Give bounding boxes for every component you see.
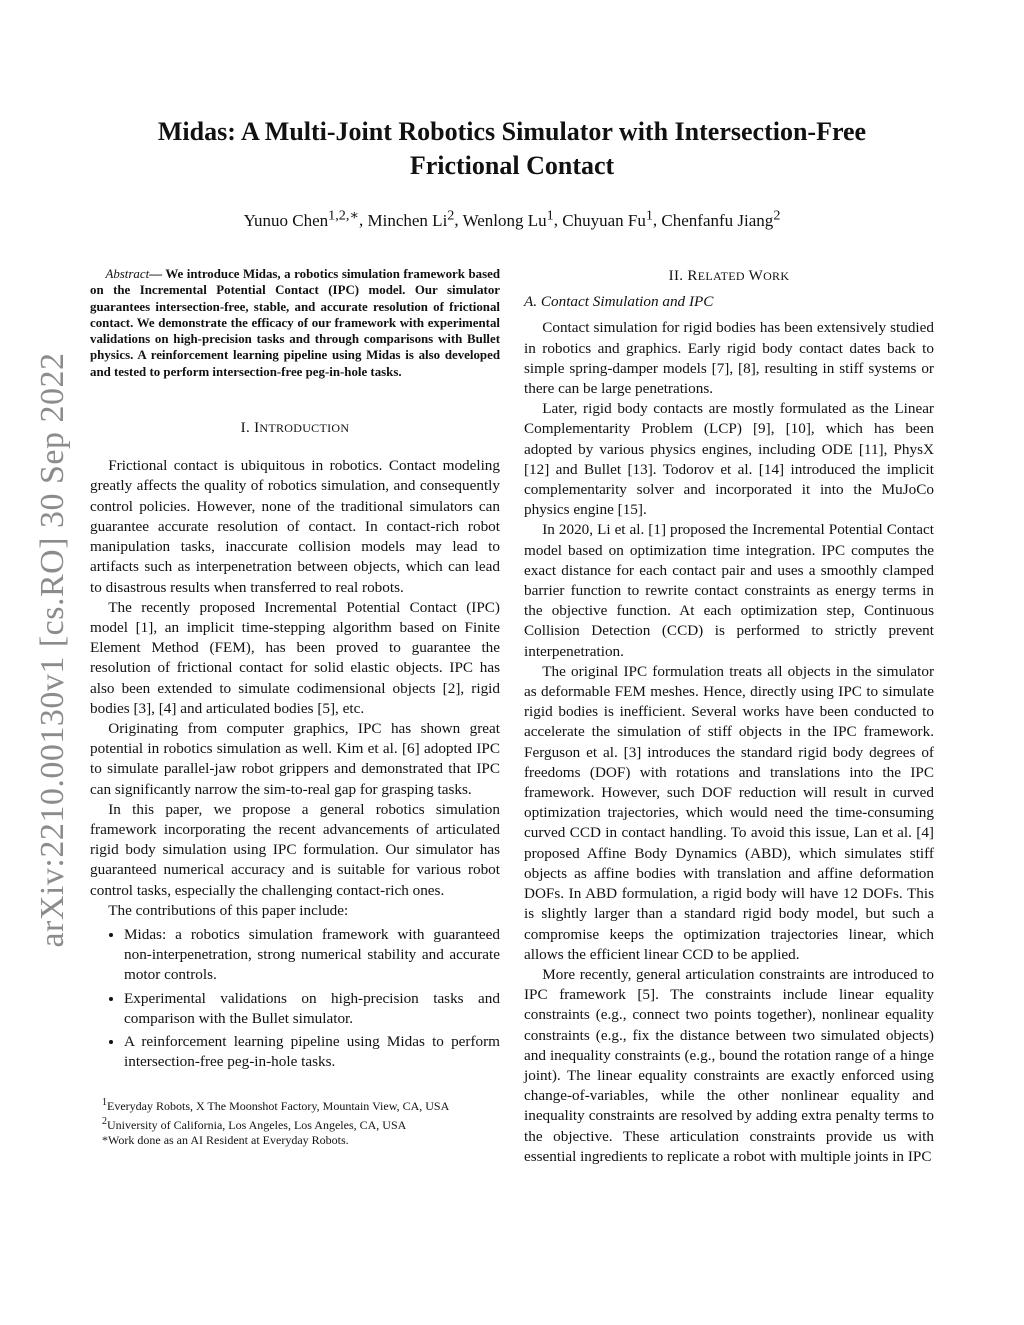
list-item: • Experimental validations on high-precision tasks and comparison with the Bullet simulator. xyxy=(124,989,500,1029)
related-work-paragraph: The original IPC formulation treats all objects in the simulator as deformable FEM meshes. Hence, directly using IPC to simulate rigid bodies is inefficient. Several works have been conducted to accelerate the simulation of stiff objects in the IPC framework. Ferguson et al. [3] introduces the standard rigid body degrees of freedoms (DOF) with rotations and translations into the IPC framework. However, such DOF reduction will result in curved optimization trajectories, which would need the time-consuming curved CCD in contact handling. To avoid this issue, Lan et al. [4] proposed Affine Body Dynamics (ABD), which simulates stiff objects as affine bodies with translation and affine deformation DOFs. In ABD formulation, a rigid body will have 12 DOFs. This is slightly larger than a standard rigid body model, but such a compromise keeps the optimization trajectories linear, which allows the efficient linear CCD to be applied. xyxy=(524,662,934,963)
author-list: Yunuo Chen$^{1,2,∗}$, Minchen Li$^2$, Wenlong Lu$^1$, Chuyuan Fu$^1$, Chenfanfu Jiang$^2$ xyxy=(243,207,781,230)
left-column xyxy=(90,266,500,1148)
list-item: • Midas: a robotics simulation framework with guaranteed non-interpenetration, strong numerical stability and accurate motor controls. xyxy=(124,925,500,986)
intro-paragraph: The contributions of this paper include: xyxy=(108,901,349,919)
arxiv-identifier-text: arXiv:2210.00130v1 [cs.RO] 30 Sep 2022 xyxy=(34,352,71,948)
abstract: Abstract— We introduce Midas, a robotics simulation framework based on the Incremental Potential Contact (IPC) model. Our simulator guarantees intersection-free, stable, and accurate resolution of frictional contact. We demonstrate the efficacy of our framework with experimental validations on high-precision tasks and through comparisons with Bullet physics. A reinforcement learning pipeline using Midas is also developed and tested to perform intersection-free peg-in-hole tasks. xyxy=(90,267,500,379)
abstract-text: We introduce Midas, a robotics simulation framework based on the Incremental Potential Contact (IPC) model. Our simulator guarantees intersection-free, stable, and accurate resolution of frictional contact. We demonstrate the efficacy of our framework with experimental validations on high-precision tasks and through comparisons with Bullet physics. A reinforcement learning pipeline using Midas is also developed and tested to perform intersection-free peg-in-hole tasks. xyxy=(90,267,500,379)
section-heading-related-work: II. RELATED WORK xyxy=(668,268,790,284)
intro-paragraph: Frictional contact is ubiquitous in robotics. Contact modeling greatly affects the quality of robotics simulation, and consequently control policies. However, none of the traditional simulators can guarantee accurate resolution of contact. In contact-rich robot manipulation tasks, inaccurate collision models may lead to artifacts such as interpenetration between objects, which can lead to disastrous results when transferred to real robots. xyxy=(90,457,500,596)
intro-paragraph: In this paper, we propose a general robotics simulation framework incorporating the recent advancements of articulated rigid body simulation using IPC formulation. Our simulator has guaranteed numerical accuracy and is suitable for various robot control tasks, especially the challenging contact-rich ones. xyxy=(90,800,500,899)
contributions-list xyxy=(90,925,500,1072)
list-item: • A reinforcement learning pipeline using Midas to perform intersection-free peg-in-hole tasks. xyxy=(124,1032,500,1072)
title-line-1: Midas: A Multi-Joint Robotics Simulator with Intersection-Free xyxy=(157,117,867,146)
author: Minchen Li$^2$ xyxy=(367,207,455,230)
author: Wenlong Lu$^1$ xyxy=(462,207,554,230)
related-work-paragraph: In 2020, Li et al. [1] proposed the Incremental Potential Contact model based on optimization time integration. IPC computes the exact distance for each contact pair and uses a smoothly clamped barrier function to rewrite contact constraints as energy terms in the objective function. At each optimization step, Continuous Collision Detection (CCD) is performed to strictly prevent interpenetration. xyxy=(524,521,934,660)
right-column xyxy=(524,266,934,1167)
footnotes xyxy=(90,1095,500,1148)
author: Chuyuan Fu$^1$ xyxy=(562,207,653,230)
footnote: *Work done as an AI Resident at Everyday Robots. xyxy=(102,1133,349,1148)
author: Chenfanfu Jiang$^2$ xyxy=(661,207,781,230)
related-work-paragraph: Later, rigid body contacts are mostly formulated as the Linear Complementarity Problem (LCP) [9], [10], which has been adopted by various physics engines, including ODE [11], PhysX [12] and Bullet [13]. Todorov et al. [14] introduced the implicit complementarity solver and incorporated it into the MuJoCo physics engine [15]. xyxy=(524,400,934,519)
intro-paragraph: The recently proposed Incremental Potential Contact (IPC) model [1], an implicit time-stepping algorithm based on Finite Element Method (FEM), has been proved to guarantee the resolution of frictional contact for solid elastic objects. IPC has also been extended to simulate codimensional objects [2], rigid bodies [3], [4] and articulated bodies [5], etc. xyxy=(90,598,500,717)
title-line-2: Frictional Contact xyxy=(409,151,615,180)
footnote: $^2$University of California, Los Angeles, Los Angeles, CA, USA xyxy=(102,1116,407,1133)
section-heading-introduction: I. INTRODUCTION xyxy=(240,420,350,437)
intro-paragraph: Originating from computer graphics, IPC has shown great potential in robotics simulation as well. Kim et al. [6] adopted IPC to simulate parallel-jaw robot grippers and demonstrated that IPC can significantly narrow the sim-to-real gap for grasping tasks. xyxy=(90,719,500,798)
footnote: $^1$Everyday Robots, X The Moonshot Factory, Mountain View, CA, USA xyxy=(102,1097,450,1114)
paper-title xyxy=(100,115,924,183)
related-work-paragraph: More recently, general articulation constraints are introduced to IPC framework [5]. The constraints include linear equality constraints (e.g., connect two points together), nonlinear equality constraints (e.g., fix the distance between two simulated objects) and inequality constraints (e.g., bound the rotation range of a hinge joint). The linear equality constraints are exactly enforced using change-of-variables, while the other nonlinear equality and inequality constraints are resolved by adding extra penalty terms to the objective. These articulation constraints provide us with essential ingredients to replicate a robot with multiple joints in IPC xyxy=(524,965,934,1165)
author: Yunuo Chen$^{1,2,∗}$ xyxy=(243,207,359,230)
subsection-heading: A. Contact Simulation and IPC xyxy=(524,293,714,311)
abstract-label: Abstract xyxy=(105,267,150,281)
related-work-paragraph: Contact simulation for rigid bodies has been extensively studied in robotics and graphics. Early rigid body contact dates back to simple spring-damper models [7], [8], resulting in stiff systems or there can be large penetrations. xyxy=(524,319,934,398)
